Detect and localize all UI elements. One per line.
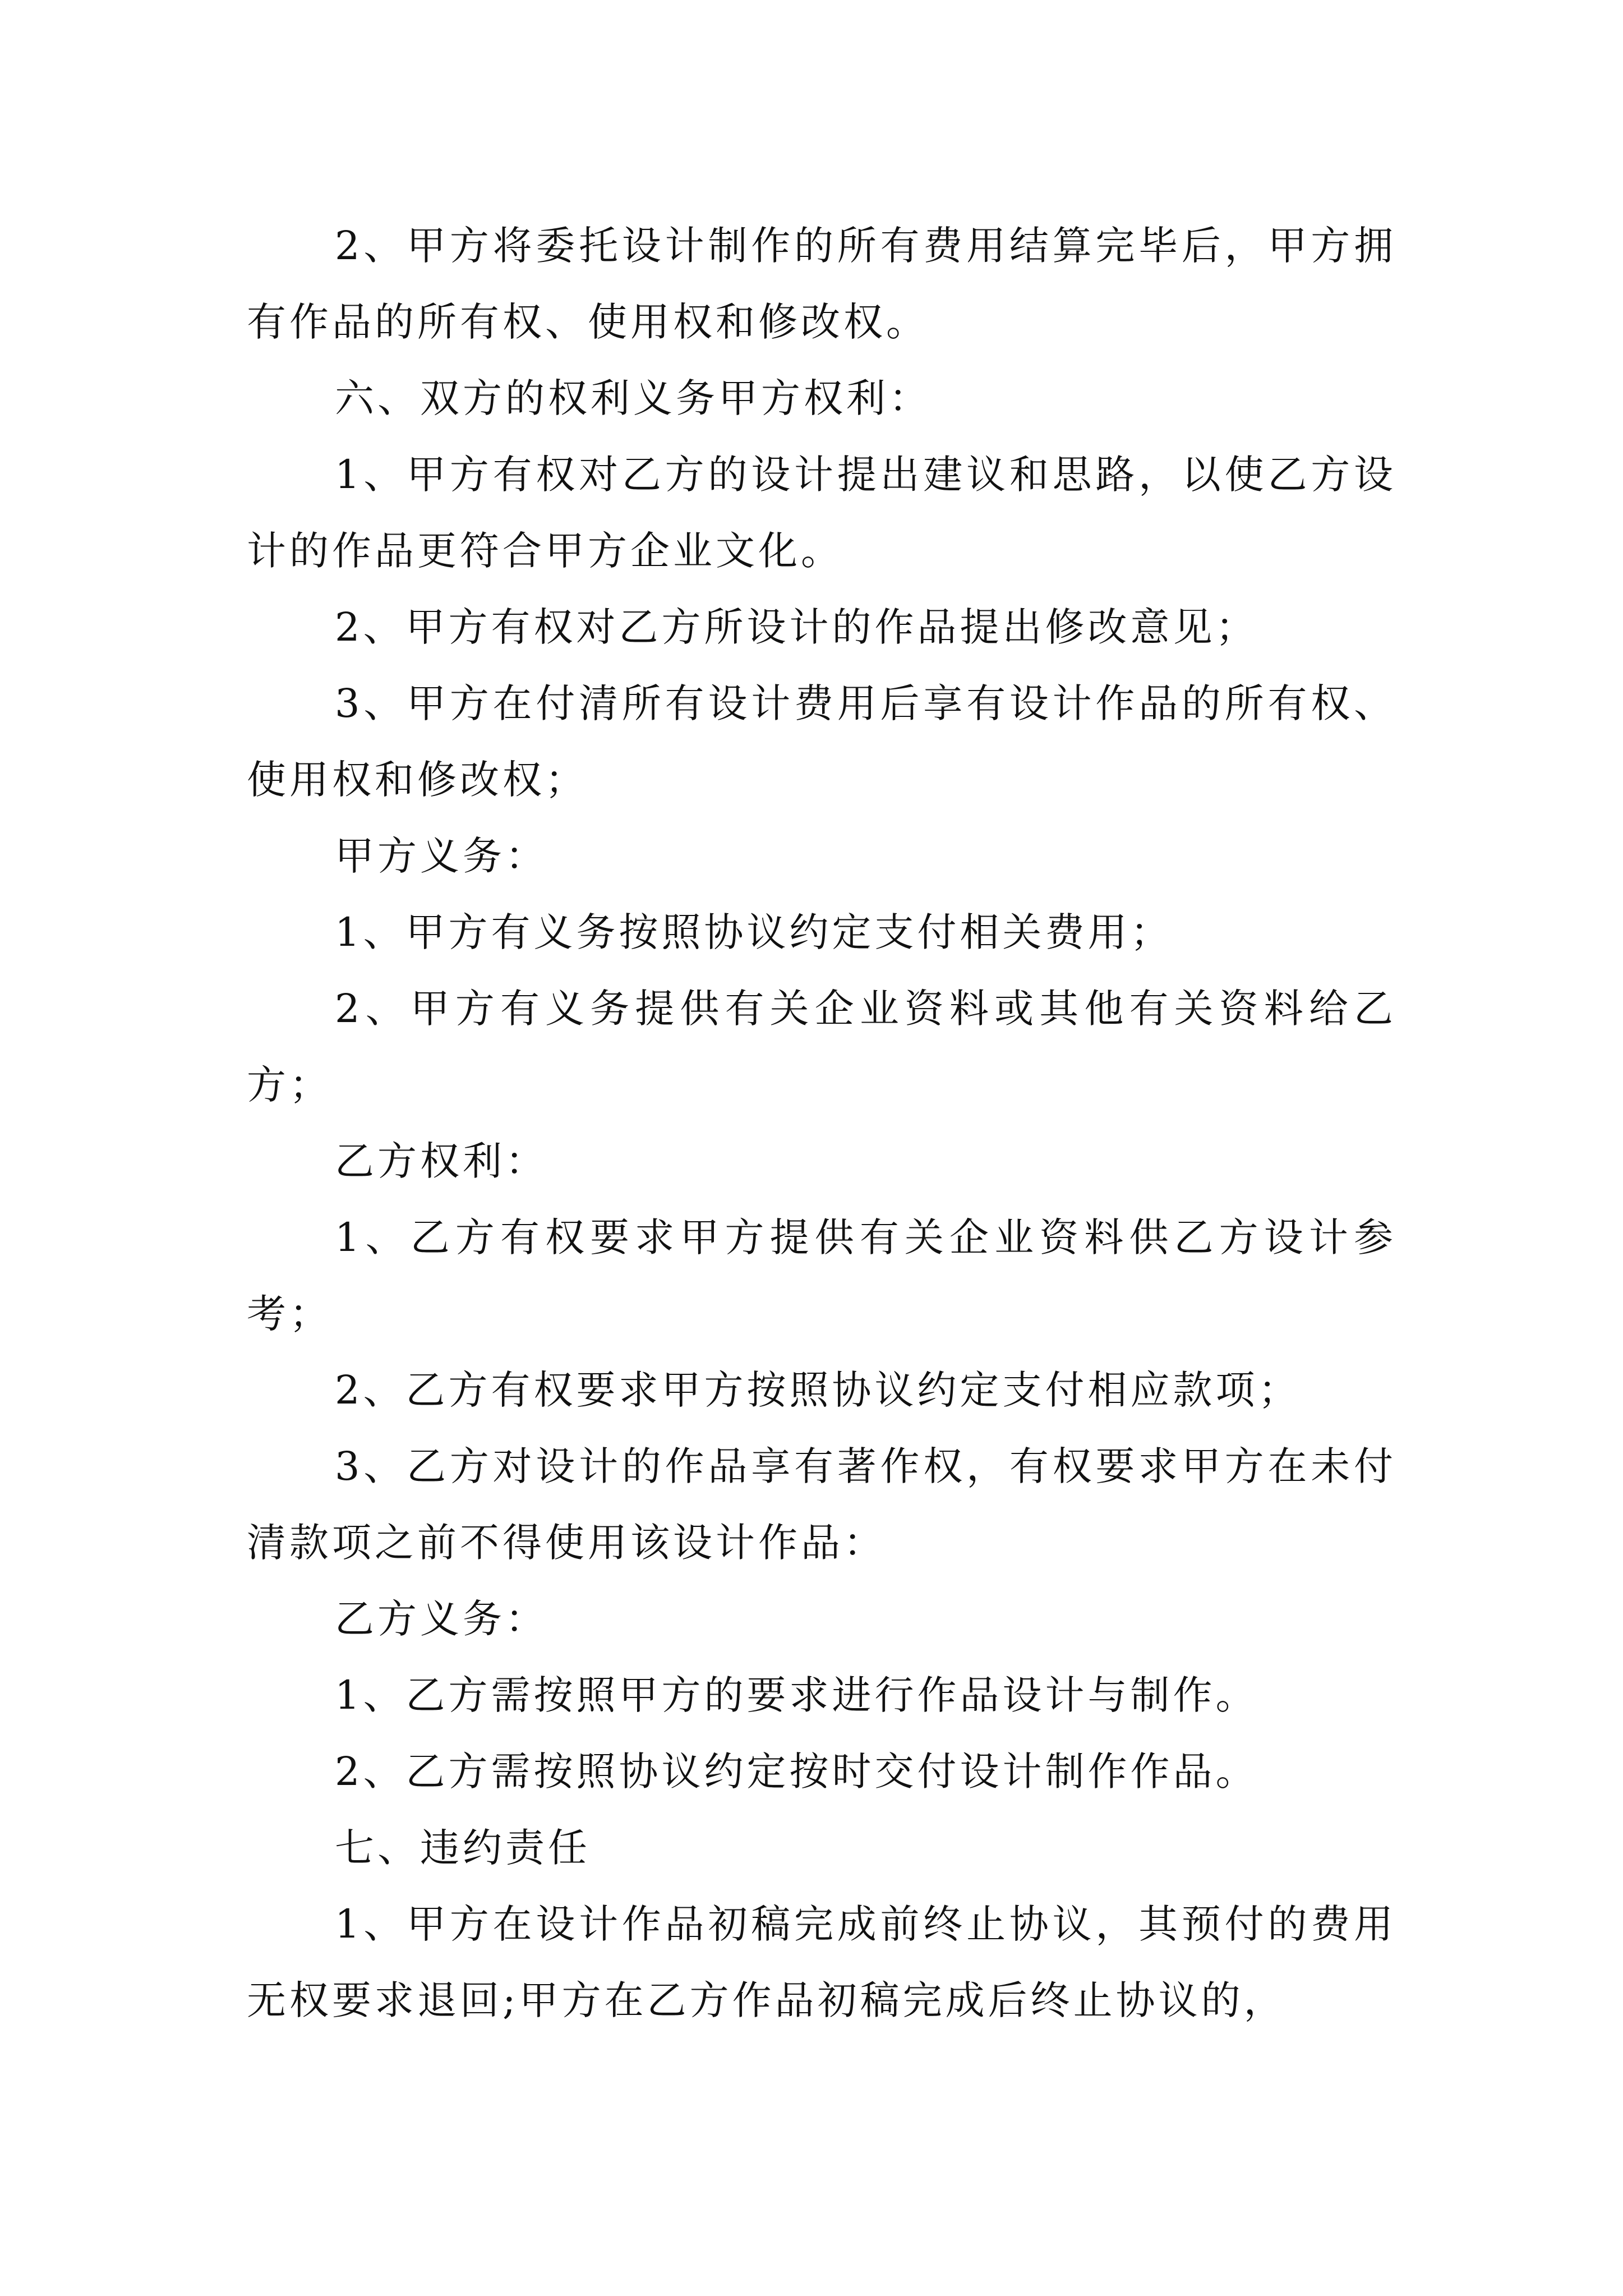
paragraph: 乙方权利： (335, 1138, 548, 1184)
paragraph: 1、甲方有权对乙方的设计提出建议和思路，以使乙方设计的作品更符合甲方企业文化。 (247, 452, 1396, 574)
paragraph: 2、乙方有权要求甲方按照协议约定支付相应款项； (335, 1367, 1301, 1413)
paragraph: 2、甲方有权对乙方所设计的作品提出修改意见； (335, 604, 1258, 650)
paragraph: 2、乙方需按照协议约定按时交付设计制作作品。 (335, 1749, 1258, 1795)
paragraph: 甲方义务： (335, 833, 548, 879)
paragraph: 1、乙方有权要求甲方提供有关企业资料供乙方设计参考； (247, 1214, 1396, 1337)
paragraph: 七、违约责任 (335, 1825, 591, 1871)
paragraph: 六、双方的权利义务甲方权利： (335, 375, 932, 421)
document-body (247, 208, 1396, 2039)
paragraph: 3、乙方对设计的作品享有著作权，有权要求甲方在未付清款项之前不得使用该设计作品： (247, 1443, 1396, 1566)
paragraph: 2、甲方将委托设计制作的所有费用结算完毕后，甲方拥有作品的所有权、使用权和修改权。 (247, 223, 1396, 345)
paragraph: 1、乙方需按照甲方的要求进行作品设计与制作。 (335, 1672, 1258, 1718)
paragraph: 2、甲方有义务提供有关企业资料或其他有关资料给乙方； (247, 986, 1396, 1108)
paragraph: 1、甲方在设计作品初稿完成前终止协议，其预付的费用无权要求退回;甲方在乙方作品初稿完成后终止协议的， (247, 1901, 1396, 2023)
paragraph: 乙方义务： (335, 1596, 548, 1642)
paragraph: 3、甲方在付清所有设计费用后享有设计作品的所有权、使用权和修改权； (247, 680, 1396, 803)
paragraph: 1、甲方有义务按照协议约定支付相关费用； (335, 909, 1173, 955)
